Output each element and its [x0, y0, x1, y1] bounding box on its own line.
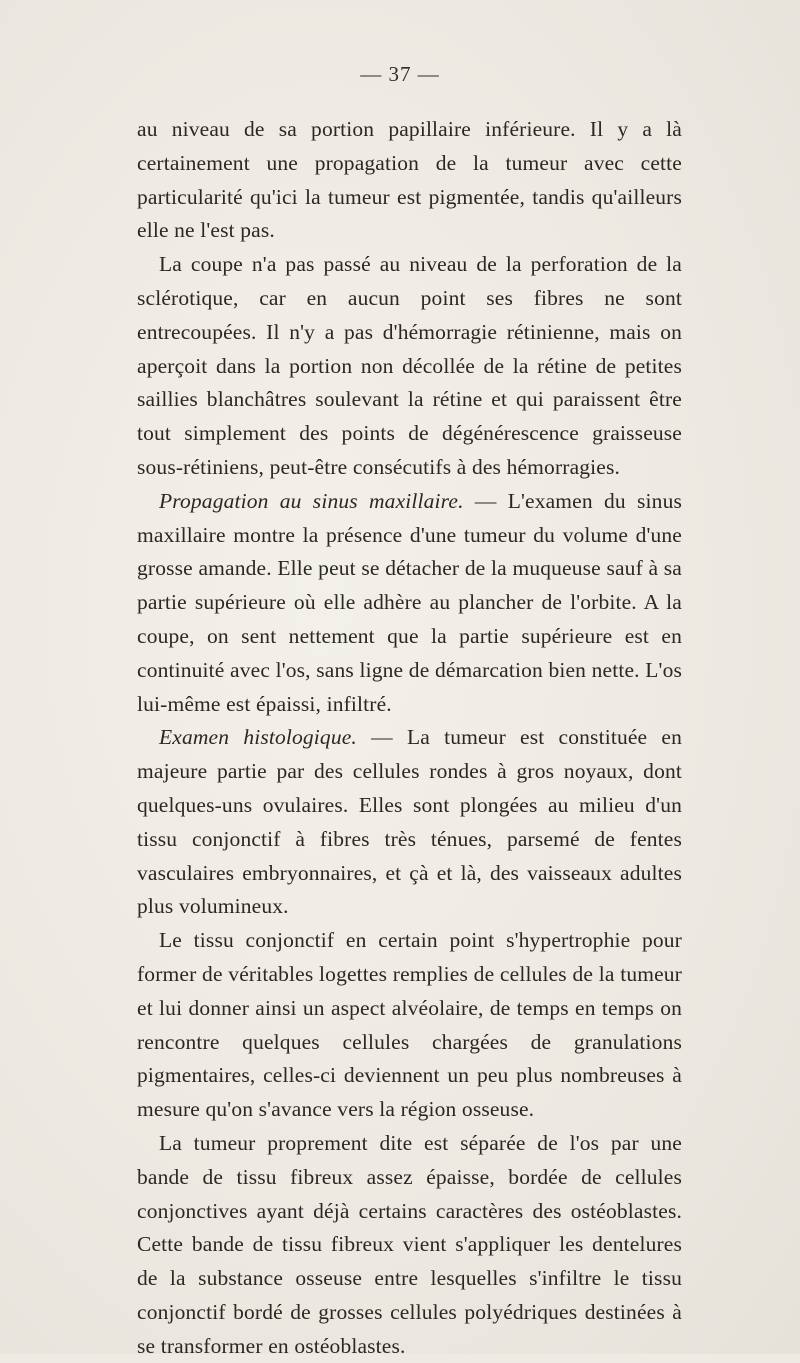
paragraph-fibrous-band: [137, 1127, 682, 1363]
paragraph-tumor-propagation: [137, 113, 682, 248]
paragraph-text: Le tissu conjonctif en certain point s'hypertrophie pour former de véritables logettes remplies de cellules de la tumeur et lui donner ainsi un aspect alvéolaire, de temps en temps on rencontre quelques cellules chargées de granulations pigmentaires, celles-ci deviennent un peu plus nombreuses à mesure qu'on s'avance vers la région osseuse.: [137, 928, 682, 1122]
paragraph-text: au niveau de sa portion papillaire inférieure. Il y a là certainement une propagation de la tumeur avec cette particularité qu'ici la tumeur est pigmentée, tandis qu'ailleurs elle ne l'est pas.: [137, 117, 682, 243]
section-heading-histology: Examen histologique.: [159, 725, 357, 750]
paragraph-connective-tissue: [137, 924, 682, 1127]
paragraph-text: La tumeur proprement dite est séparée de l'os par une bande de tissu fibreux assez épaisse, bordée de cellules conjonctives ayant déjà certains caractères des ostéoblastes. Cette bande de tissu fibreux vient s'appliquer les dentelures de la substance osseuse entre lesquelles s'infiltre le tissu conjonctif bordé de grosses cellules polyédriques destinées à se transformer en ostéoblastes.: [137, 1130, 682, 1358]
section-heading-propagation: Propagation au sinus maxillaire.: [159, 488, 464, 513]
page-number: — 37 —: [360, 62, 440, 86]
paragraph-text: La coupe n'a pas passé au niveau de la perforation de la sclérotique, car en aucun point ses fibres ne sont entrecoupées. Il n'y a pas d'hémorragie rétinienne, mais on aperçoit dans la portion non décollée de la rétine de petites saillies blanchâtres soulevant la rétine et qui paraissent être tout simplement des points de dégénérescence graisseuse sous-rétiniens, peut-être consécutifs à des hémorragies.: [137, 252, 682, 479]
body-text: [137, 113, 682, 1363]
paragraph-maxillary-sinus: [137, 485, 682, 722]
paragraph-sclerotic-section: [137, 248, 682, 485]
paragraph-text: — L'examen du sinus maxillaire montre la présence d'une tumeur du volume d'une grosse amande. Elle peut se détacher de la muqueuse sauf à sa partie supérieure où elle adhère au plancher de l'orbite. A la coupe, on sent nettement que la partie supérieure est en continuité avec l'os, sans ligne de démarcation bien nette. L'os lui-même est épaissi, infiltré.: [137, 488, 682, 716]
paragraph-text: — La tumeur est constituée en majeure partie par des cellules rondes à gros noyaux, dont quelques-uns ovulaires. Elles sont plongées au milieu d'un tissu conjonctif à fibres très ténues, parsemé de fentes vasculaires embryonnaires, et çà et là, des vaisseaux adultes plus volumineux.: [137, 725, 682, 919]
paragraph-histology: [137, 721, 682, 924]
